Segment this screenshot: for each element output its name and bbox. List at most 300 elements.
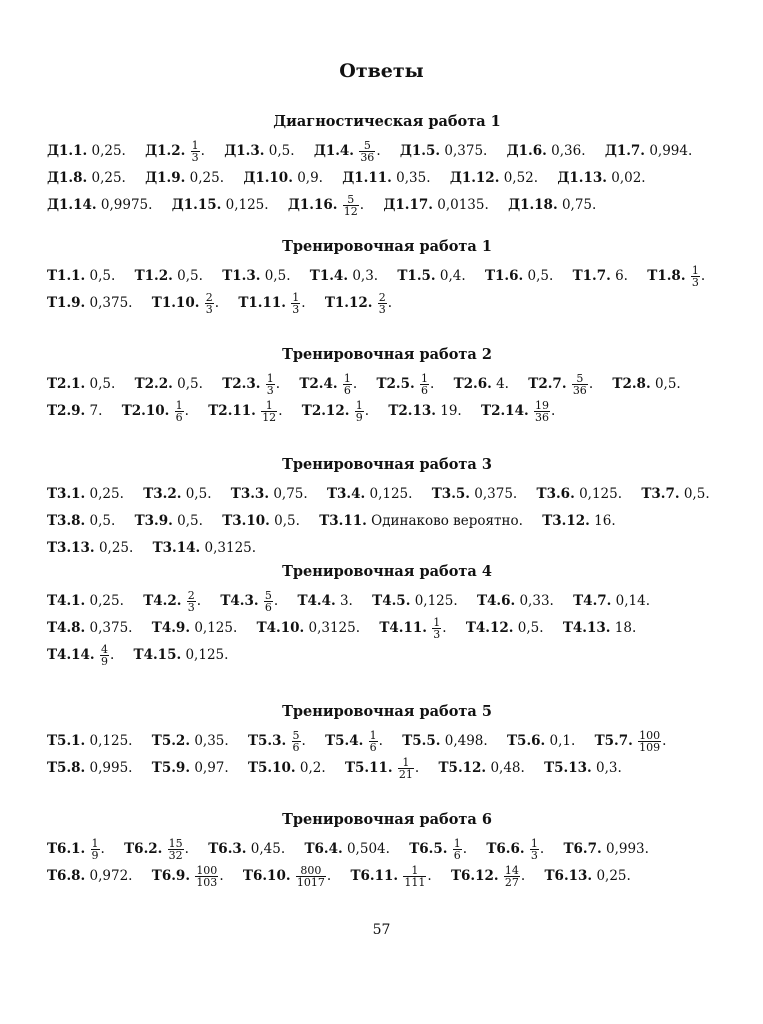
answer-value: 0,498. [444, 733, 488, 749]
answer-label: Т6.4. [304, 841, 343, 857]
fraction-numerator: 19 [534, 399, 549, 412]
answer-value: 0,14. [615, 593, 651, 609]
fraction [369, 730, 378, 753]
answer-label: Т3.14. [152, 540, 201, 556]
answer-punctuation: . [278, 403, 283, 419]
answer-label: Т3.9. [134, 513, 173, 529]
fraction [572, 373, 588, 396]
answer-item [563, 836, 648, 863]
answer-value: 0,995. [89, 760, 133, 776]
answer-item [319, 508, 523, 535]
answer-item [47, 728, 132, 755]
fraction-numerator: 2 [187, 589, 195, 602]
fraction-denominator: 6 [369, 741, 377, 754]
answer-value: 0,125. [225, 197, 269, 213]
answer-label: Т1.8. [647, 268, 686, 284]
answer-punctuation: . [301, 733, 306, 749]
answer-value: 0,375. [474, 486, 518, 502]
answer-label: Т6.2. [124, 841, 163, 857]
answer-label: Т5.7. [594, 733, 633, 749]
fraction [195, 865, 218, 888]
answer-label: Д1.11. [342, 170, 392, 186]
answer-item [612, 371, 680, 398]
answer-value: 0,5. [177, 376, 203, 392]
section-diagnostic-1 [47, 113, 727, 219]
answer-label: Т1.12. [324, 295, 373, 311]
fraction-denominator: 12 [262, 411, 277, 424]
fraction-denominator: 6 [343, 384, 351, 397]
answer-label: Т1.5. [397, 268, 436, 284]
answer-punctuation: . [219, 868, 224, 884]
answer-label: Т6.13. [544, 868, 593, 884]
answer-item [297, 588, 352, 615]
fraction-numerator: 15 [168, 837, 183, 850]
answer-label: Т5.1. [47, 733, 86, 749]
section-training-1 [47, 238, 727, 317]
fraction-numerator: 100 [639, 729, 661, 742]
answer-item [222, 508, 300, 535]
answer-value: 0,2. [299, 760, 326, 776]
section-training-4 [47, 563, 727, 669]
fraction-denominator: 21 [398, 768, 413, 781]
answer-value: 0,5. [89, 376, 116, 392]
answer-label: Т2.2. [134, 376, 173, 392]
answer-label: Т3.4. [326, 486, 366, 502]
answer-item [537, 481, 622, 508]
answer-value: 0,97. [194, 760, 229, 776]
fraction [292, 730, 301, 753]
answers-list [47, 138, 727, 219]
fraction [343, 373, 352, 396]
fraction-numerator: 5 [347, 193, 355, 206]
fraction-denominator: 36 [534, 411, 549, 424]
answer-item [325, 290, 392, 317]
answer-value: 0,33. [519, 593, 554, 609]
answer-item [528, 371, 593, 398]
fraction-denominator: 6 [453, 849, 461, 862]
answer-item [402, 728, 487, 755]
answer-label: Т3.1. [47, 486, 86, 502]
fraction-numerator: 1 [355, 399, 363, 412]
answer-label: Д1.4. [313, 143, 355, 159]
answer-label: Т3.11. [319, 513, 367, 529]
fraction-denominator: 9 [355, 411, 363, 424]
fraction [191, 140, 200, 163]
answer-item [544, 755, 622, 782]
answer-item [647, 263, 705, 290]
answer-label: Т4.4. [297, 593, 336, 609]
fraction [403, 865, 426, 888]
answer-label: Д1.6. [506, 143, 547, 159]
answer-value: 6. [615, 268, 628, 284]
answer-value: 0,5. [89, 513, 116, 529]
answers-list [47, 371, 727, 425]
answers-list [47, 263, 727, 317]
answer-item [152, 755, 229, 782]
answer-label: Т5.8. [47, 760, 86, 776]
answer-value: 0,25. [91, 170, 126, 186]
answer-item [481, 398, 555, 425]
fraction-numerator: 1 [91, 837, 99, 850]
answer-item [573, 588, 650, 615]
answer-value: 0,3125. [204, 540, 257, 556]
answer-label: Т5.12. [438, 760, 487, 776]
answer-label: Т1.3. [222, 268, 261, 284]
fraction [534, 400, 550, 423]
answer-label: Т3.6. [536, 486, 575, 502]
fraction-numerator: 5 [292, 729, 300, 742]
answer-label: Д1.16. [287, 197, 338, 213]
answer-item [466, 615, 544, 642]
answer-value: 0,25. [98, 540, 134, 556]
fraction-denominator: 6 [264, 601, 272, 614]
answer-item [248, 755, 326, 782]
answer-item [573, 263, 628, 290]
answer-item [122, 398, 189, 425]
fraction [453, 838, 462, 861]
fraction [638, 730, 661, 753]
section-title: Тренировочная работа 3 [282, 456, 492, 473]
answer-label: Т5.5. [402, 733, 441, 749]
answer-punctuation: . [100, 841, 105, 857]
fraction-numerator: 5 [264, 589, 272, 602]
answer-label: Т3.13. [47, 540, 95, 556]
answer-label: Т4.13. [562, 620, 611, 636]
answer-label: Д1.1. [47, 143, 88, 159]
fraction-denominator: 3 [266, 384, 274, 397]
fraction-denominator: 36 [360, 151, 375, 164]
fraction [530, 838, 539, 861]
answer-item [220, 588, 278, 615]
fraction-denominator: 9 [91, 849, 99, 862]
answer-label: Т4.15. [133, 647, 182, 663]
fraction-numerator: 1 [402, 756, 410, 769]
answer-label: Т6.11. [350, 868, 399, 884]
answer-label: Т4.8. [47, 620, 86, 636]
answer-value: 0,5. [683, 486, 710, 502]
answer-item [485, 263, 553, 290]
answers-list [47, 481, 727, 562]
fraction [168, 838, 184, 861]
answer-label: Т2.10. [121, 403, 170, 419]
fraction-denominator: 3 [187, 601, 195, 614]
answer-label: Д1.3. [224, 143, 265, 159]
answer-item [563, 615, 636, 642]
answer-item [208, 398, 282, 425]
answer-item [486, 836, 544, 863]
answer-label: Т2.7. [528, 376, 567, 392]
fraction-denominator: 109 [639, 741, 661, 754]
fraction [100, 644, 109, 667]
fraction-numerator: 1 [292, 291, 300, 304]
page-number: 57 [372, 922, 391, 938]
answer-item [248, 728, 306, 755]
answer-label: Т1.4. [309, 268, 349, 284]
fraction [378, 292, 387, 315]
answer-label: Т5.6. [507, 733, 546, 749]
answer-punctuation: . [427, 868, 432, 884]
answer-value: 0,125. [414, 593, 458, 609]
answer-value: 0,125. [185, 647, 229, 663]
fraction-numerator: 4 [100, 643, 108, 656]
answer-item [439, 755, 525, 782]
answer-value: 0,3. [596, 760, 622, 776]
answer-label: Д1.7. [604, 143, 646, 159]
answer-value: 0,375. [89, 295, 133, 311]
answers-list [47, 836, 727, 890]
answer-label: Т5.9. [151, 760, 191, 776]
answer-label: Т6.9. [151, 868, 191, 884]
answer-label: Т3.10. [222, 513, 270, 529]
section-title: Тренировочная работа 5 [282, 703, 492, 720]
answer-label: Т5.4. [325, 733, 364, 749]
answer-punctuation: . [364, 403, 370, 419]
section-training-3 [47, 456, 727, 562]
section-title: Тренировочная работа 1 [282, 238, 492, 255]
answer-value: 0,5. [177, 513, 203, 529]
answer-item [641, 481, 709, 508]
answer-item [224, 138, 294, 165]
fraction-numerator: 2 [378, 291, 386, 304]
answer-item [379, 615, 446, 642]
answer-item [507, 728, 575, 755]
answer-label: Т2.1. [47, 376, 86, 392]
fraction-denominator: 6 [175, 411, 183, 424]
answer-punctuation: . [352, 376, 358, 392]
answer-label: Д1.10. [243, 170, 293, 186]
answer-item [47, 755, 132, 782]
fraction-denominator: 3 [378, 303, 386, 316]
answer-label: Т2.14. [481, 403, 529, 419]
answer-value: 0,5. [527, 268, 554, 284]
answer-value: 0,5. [268, 143, 295, 159]
answer-item [47, 508, 115, 535]
answer-item [47, 165, 126, 192]
fraction-numerator: 1 [691, 264, 699, 277]
fraction [296, 865, 326, 888]
answer-punctuation: . [520, 868, 526, 884]
answer-item [350, 863, 431, 890]
answer-label: Т3.8. [47, 513, 86, 529]
answer-item [47, 371, 115, 398]
answer-value: 0,9975. [100, 197, 153, 213]
fraction [355, 400, 364, 423]
answer-value: 0,02. [611, 170, 646, 186]
fraction [291, 292, 300, 315]
section-training-5 [47, 703, 727, 782]
answer-item [397, 263, 465, 290]
answer-punctuation: . [301, 295, 306, 311]
answer-value: 0,25. [89, 486, 124, 502]
answer-item [372, 588, 457, 615]
answer-value: 0,4. [439, 268, 466, 284]
answer-punctuation: . [214, 295, 220, 311]
answer-item [47, 192, 152, 219]
answer-label: Т6.12. [450, 868, 499, 884]
answer-item [47, 535, 133, 562]
answer-item [152, 290, 219, 317]
answer-label: Т2.8. [612, 376, 651, 392]
answer-value: 0,1. [549, 733, 576, 749]
answer-label: Д1.13. [557, 170, 607, 186]
answer-value: 0,125. [579, 486, 623, 502]
answer-punctuation: . [109, 647, 115, 663]
answer-item [47, 836, 105, 863]
answer-item [134, 642, 229, 669]
answer-label: Т1.2. [134, 268, 173, 284]
answer-item [243, 165, 323, 192]
answer-value: 0,504. [346, 841, 390, 857]
answer-label: Т4.10. [256, 620, 305, 636]
fraction [420, 373, 429, 396]
fraction-numerator: 1 [433, 616, 441, 629]
answer-value: 0,5. [274, 513, 300, 529]
fraction-denominator: 3 [292, 303, 300, 316]
fraction [432, 617, 441, 640]
fraction-denominator: 9 [100, 655, 108, 668]
answer-item [47, 481, 124, 508]
answer-punctuation: . [387, 295, 393, 311]
fraction-denominator: 36 [572, 384, 587, 397]
answer-item [257, 615, 360, 642]
section-training-2 [47, 346, 727, 425]
answer-value: 0,5. [654, 376, 681, 392]
answer-punctuation: . [376, 143, 381, 159]
answer-value: 0,3125. [308, 620, 361, 636]
answer-value: 0,9. [297, 170, 323, 186]
fraction [266, 373, 275, 396]
fraction [343, 194, 359, 217]
fraction-numerator: 5 [363, 139, 371, 152]
fraction-numerator: 1 [369, 729, 377, 742]
fraction-numerator: 1 [343, 372, 351, 385]
answer-punctuation: . [184, 841, 189, 857]
answer-item [477, 588, 554, 615]
answer-label: Т1.6. [484, 268, 524, 284]
answer-value: 0,0135. [437, 197, 489, 213]
page-title: Ответы [339, 60, 424, 82]
answer-label: Т1.1. [47, 268, 86, 284]
answer-item [595, 728, 667, 755]
answer-punctuation: . [429, 376, 435, 392]
answer-punctuation: . [662, 733, 667, 749]
fraction-denominator: 3 [205, 303, 213, 316]
answer-label: Т4.7. [573, 593, 612, 609]
fraction-numerator: 1 [265, 399, 273, 412]
answer-value: 0,125. [89, 733, 133, 749]
fraction-denominator: 3 [191, 151, 199, 164]
answer-item [383, 192, 488, 219]
fraction [359, 140, 375, 163]
fraction [398, 757, 414, 780]
fraction-numerator: 1 [411, 864, 419, 877]
answer-item [135, 371, 203, 398]
answer-item [152, 615, 237, 642]
section-title: Тренировочная работа 6 [282, 811, 492, 828]
answer-label: Т4.9. [151, 620, 191, 636]
answer-item [208, 836, 285, 863]
answer-label: Т3.3. [230, 486, 270, 502]
answer-item [605, 138, 692, 165]
fraction-denominator: 111 [404, 876, 426, 889]
answer-value: 0,5. [517, 620, 544, 636]
answer-item [172, 192, 269, 219]
answer-item [47, 138, 126, 165]
answer-item [507, 138, 586, 165]
answer-item [47, 398, 102, 425]
answer-label: Т2.6. [453, 376, 492, 392]
answer-value: 0,48. [490, 760, 525, 776]
fraction-denominator: 3 [433, 628, 441, 641]
answer-item [135, 508, 203, 535]
answer-label: Д1.15. [171, 197, 222, 213]
answer-punctuation: . [200, 143, 205, 159]
fraction [261, 400, 277, 423]
fraction-numerator: 5 [576, 372, 584, 385]
answer-item [314, 138, 381, 165]
answer-label: Д1.14. [47, 197, 97, 213]
fraction [504, 865, 520, 888]
answer-label: Д1.17. [383, 197, 433, 213]
answer-label: Т2.11. [208, 403, 256, 419]
fraction-numerator: 1 [420, 372, 428, 385]
answer-item [153, 535, 256, 562]
fraction [264, 590, 273, 613]
answer-label: Т5.13. [544, 760, 592, 776]
answer-value: 3. [339, 593, 353, 609]
answer-item [557, 165, 645, 192]
answer-item [388, 398, 461, 425]
fraction-denominator: 6 [292, 741, 300, 754]
answer-value: 0,125. [369, 486, 413, 502]
answer-value: 18. [614, 620, 637, 636]
answer-item [145, 165, 224, 192]
fraction-denominator: 27 [504, 876, 519, 889]
answer-item [454, 371, 509, 398]
answer-value: 0,993. [606, 841, 649, 857]
answer-item [47, 863, 132, 890]
answer-label: Т3.5. [431, 486, 470, 502]
answer-item [135, 263, 203, 290]
answer-label: Т4.11. [379, 620, 427, 636]
answer-label: Т4.6. [476, 593, 516, 609]
fraction [91, 838, 100, 861]
answer-label: Т4.1. [47, 593, 86, 609]
answer-item [231, 481, 308, 508]
answer-label: Т2.5. [376, 376, 415, 392]
answer-value: 0,972. [89, 868, 133, 884]
answer-value: 0,375. [89, 620, 133, 636]
answer-value: 0,5. [264, 268, 291, 284]
fraction-denominator: 3 [530, 849, 538, 862]
answer-label: Т6.8. [47, 868, 86, 884]
answer-label: Д1.2. [145, 143, 186, 159]
fraction [187, 590, 196, 613]
answer-label: Т5.3. [247, 733, 287, 749]
answer-value: 0,36. [551, 143, 586, 159]
answer-item [545, 863, 631, 890]
answer-label: Д1.18. [508, 197, 558, 213]
fraction-numerator: 1 [266, 372, 274, 385]
answer-item [143, 481, 211, 508]
fraction-denominator: 1017 [296, 876, 325, 889]
answer-punctuation: . [359, 197, 365, 213]
answer-punctuation: . [462, 841, 468, 857]
answer-item [304, 836, 389, 863]
answer-label: Т1.11. [238, 295, 286, 311]
answer-item [451, 863, 525, 890]
answer-item [409, 836, 467, 863]
